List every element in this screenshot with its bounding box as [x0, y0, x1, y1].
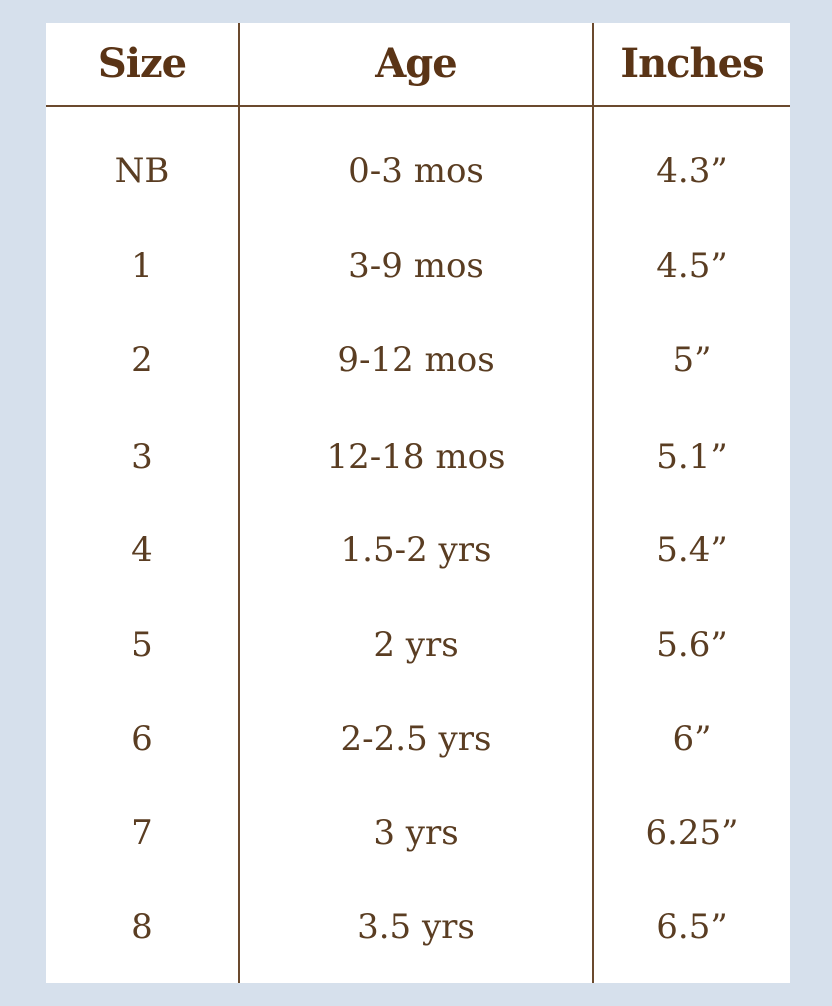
cell-age: 3-9 mos — [348, 246, 484, 286]
cell-inches: 6.5” — [656, 907, 728, 947]
cell-size: 2 — [131, 340, 153, 380]
cell-age: 2 yrs — [373, 625, 459, 665]
cell-size: 3 — [131, 437, 153, 477]
cell-size: 5 — [131, 625, 153, 665]
cell-age: 1.5-2 yrs — [340, 530, 492, 570]
cell-inches: 5.6” — [656, 625, 728, 665]
cell-age: 3 yrs — [373, 813, 459, 853]
header-divider — [46, 105, 790, 107]
cell-inches: 4.3” — [656, 151, 728, 191]
header-size: Size — [97, 40, 187, 87]
cell-inches: 5.4” — [656, 530, 728, 570]
size-chart-card — [46, 23, 790, 983]
cell-size: 6 — [131, 719, 153, 759]
cell-inches: 6” — [672, 719, 712, 759]
cell-inches: 4.5” — [656, 246, 728, 286]
cell-age: 3.5 yrs — [357, 907, 475, 947]
cell-size: 8 — [131, 907, 153, 947]
cell-age: 9-12 mos — [337, 340, 495, 380]
cell-size: 4 — [131, 530, 153, 570]
cell-inches: 6.25” — [645, 813, 739, 853]
cell-age: 0-3 mos — [348, 151, 484, 191]
cell-size: 7 — [131, 813, 153, 853]
size-chart-table — [46, 23, 790, 983]
cell-age: 2-2.5 yrs — [340, 719, 492, 759]
cell-inches: 5.1” — [656, 437, 728, 477]
cell-size: NB — [114, 151, 170, 191]
cell-size: 1 — [131, 246, 153, 286]
header-age: Age — [375, 40, 457, 87]
cell-inches: 5” — [672, 340, 712, 380]
header-inches: Inches — [620, 40, 764, 87]
cell-age: 12-18 mos — [326, 437, 506, 477]
